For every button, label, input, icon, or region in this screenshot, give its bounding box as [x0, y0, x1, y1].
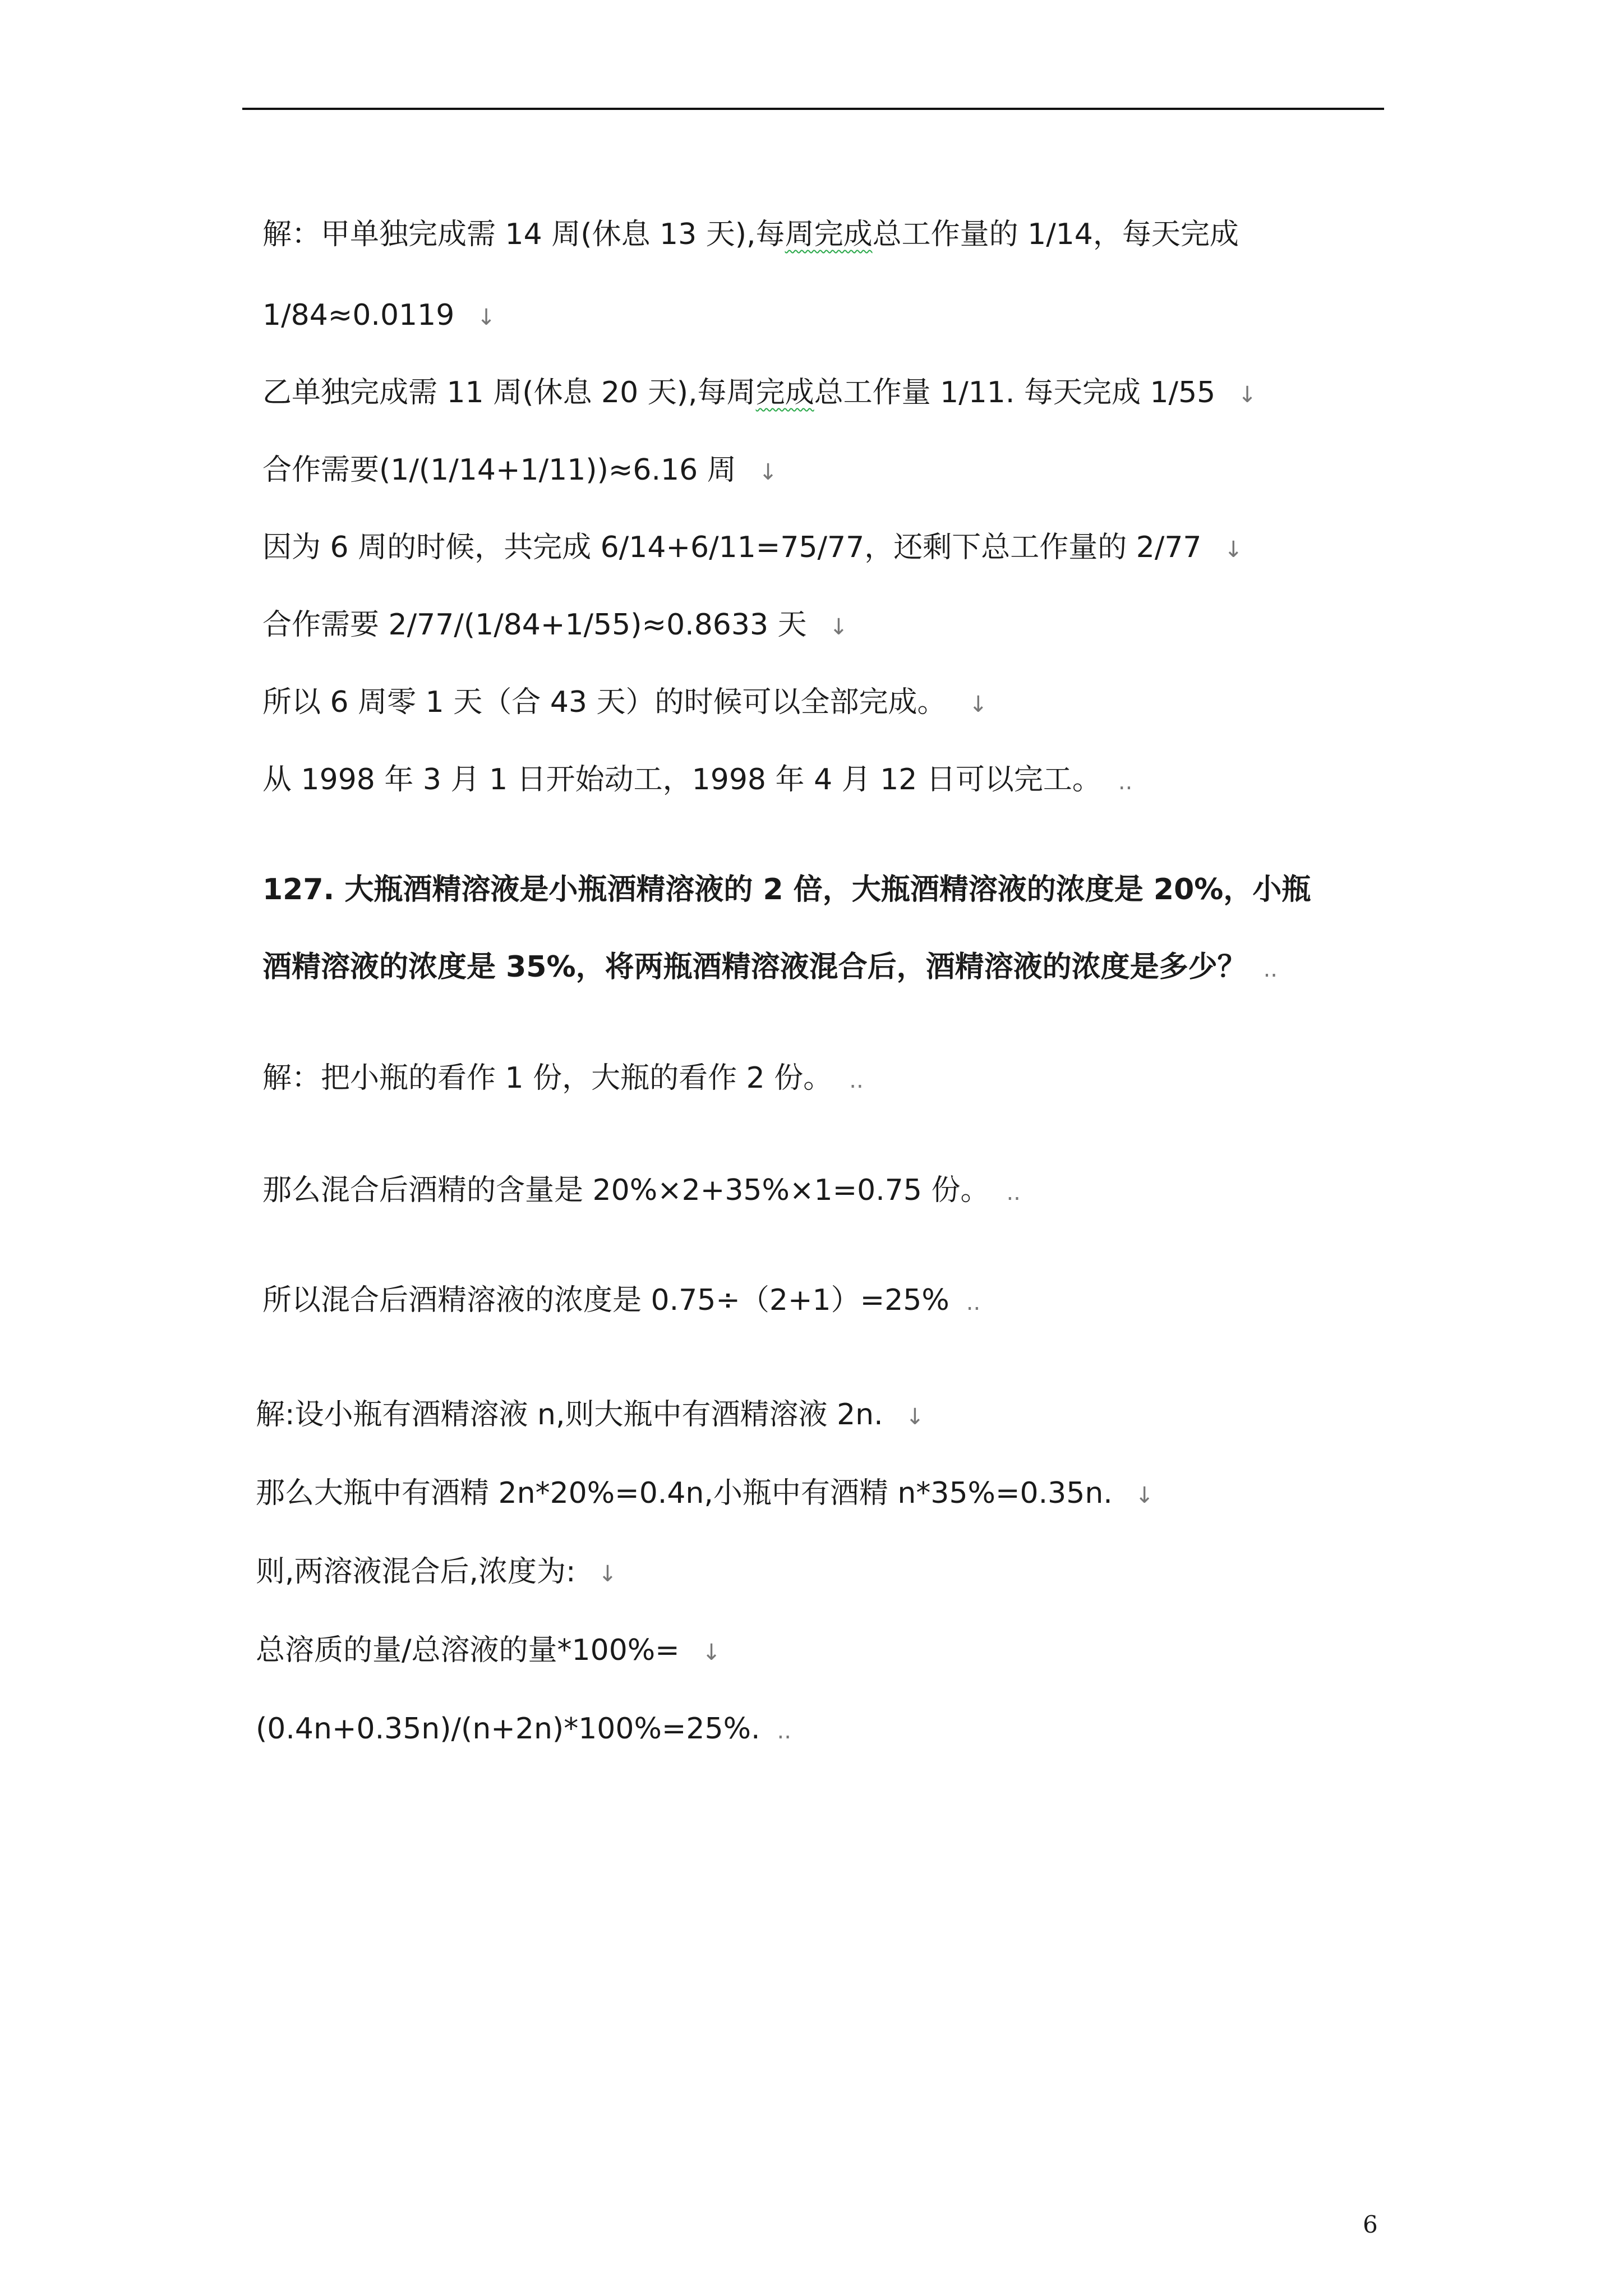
solution-a-line-5: 因为 6 周的时候，共完成 6/14+6/11=75/77，还剩下总工作量的 2/77 ↓: [262, 531, 1243, 564]
paragraph-mark: ..: [966, 1290, 981, 1315]
paragraph-mark: ↓: [702, 1640, 721, 1665]
paragraph-mark: ..: [849, 1068, 864, 1093]
solution-c-line-1: 解:设小瓶有酒精溶液 n,则大瓶中有酒精溶液 2n. ↓: [256, 1398, 925, 1432]
page-number: 6: [1363, 2211, 1378, 2238]
paragraph-mark: ↓: [905, 1404, 925, 1430]
paragraph-mark: ..: [1006, 1180, 1021, 1205]
solution-c-line-3: 则,两溶液混合后,浓度为: ↓: [256, 1555, 617, 1589]
solution-c-line-5: (0.4n+0.35n)/(n+2n)*100%=25%. ..: [256, 1712, 791, 1746]
spellcheck-underlined-text: 周完成: [785, 218, 873, 251]
solution-a-line-4: 合作需要(1/(1/14+1/11))≈6.16 周 ↓: [262, 453, 778, 487]
solution-b-line-2: 那么混合后酒精的含量是 20%×2+35%×1=0.75 份。 ..: [262, 1174, 1021, 1207]
paragraph-mark: ..: [777, 1718, 791, 1744]
paragraph-mark: ..: [1263, 956, 1278, 982]
solution-a-line-1: 解：甲单独完成需 14 周(休息 13 天),每周完成总工作量的 1/14，每天完成: [262, 218, 1239, 251]
spellcheck-underlined-text: 完成: [755, 376, 814, 409]
paragraph-mark: ↓: [1238, 382, 1257, 408]
solution-b-line-3: 所以混合后酒精溶液的浓度是 0.75÷（2+1）=25% ..: [262, 1283, 981, 1317]
paragraph-mark: ↓: [477, 305, 496, 330]
problem-127-line-1: 127. 大瓶酒精溶液是小瓶酒精溶液的 2 倍，大瓶酒精溶液的浓度是 20%，小瓶: [262, 873, 1311, 907]
paragraph-mark: ↓: [1224, 537, 1243, 563]
solution-a-line-3: 乙单独完成需 11 周(休息 20 天),每周完成总工作量 1/11. 每天完成 1/55 ↓: [262, 376, 1257, 409]
solution-a-line-8: 从 1998 年 3 月 1 日开始动工，1998 年 4 月 12 日可以完工。 ..: [262, 763, 1133, 797]
solution-a-line-7: 所以 6 周零 1 天（合 43 天）的时候可以全部完成。 ↓: [262, 685, 988, 719]
solution-a-line-2: 1/84≈0.0119 ↓: [262, 298, 496, 332]
solution-a-line-6: 合作需要 2/77/(1/84+1/55)≈0.8633 天 ↓: [262, 608, 849, 642]
paragraph-mark: ..: [1118, 769, 1133, 795]
solution-c-line-4: 总溶质的量/总溶液的量*100%= ↓: [256, 1634, 721, 1667]
paragraph-mark: ↓: [598, 1561, 617, 1587]
solution-b-line-1: 解：把小瓶的看作 1 份，大瓶的看作 2 份。 ..: [262, 1061, 864, 1095]
paragraph-mark: ↓: [829, 614, 849, 640]
header-rule: [242, 108, 1384, 110]
paragraph-mark: ↓: [758, 459, 778, 485]
problem-127-line-2: 酒精溶液的浓度是 35%，将两瓶酒精溶液混合后，酒精溶液的浓度是多少？ ..: [262, 950, 1278, 984]
paragraph-mark: ↓: [1135, 1483, 1154, 1508]
solution-c-line-2: 那么大瓶中有酒精 2n*20%=0.4n,小瓶中有酒精 n*35%=0.35n. ↓: [256, 1476, 1154, 1510]
paragraph-mark: ↓: [969, 692, 988, 717]
